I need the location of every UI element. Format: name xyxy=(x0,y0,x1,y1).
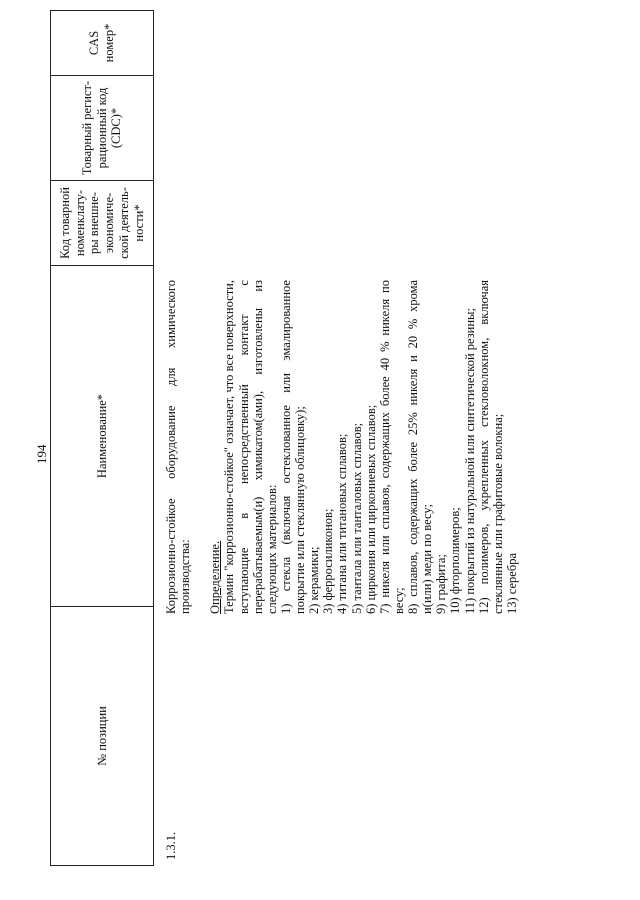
list-item: 12) полимеров, укрепленных стекловолокном, включая стеклянные или графитовые волокна; xyxy=(476,280,505,614)
header-cdc: Товарный регист-рационный код (CDC)* xyxy=(51,76,154,181)
list-item: 8) сплавов, содержащих более 25% никеля и 20 % хрома и(или) меди по весу; xyxy=(406,280,435,614)
row-body xyxy=(164,280,519,614)
header-table xyxy=(50,10,154,866)
header-code: Код товарной номенклату-ры внешне-экономиче-ской деятель-ности* xyxy=(51,181,154,266)
list-item: 10) фторполимеров; xyxy=(448,507,463,614)
list-item: 5) тантала или танталовых сплавов; xyxy=(349,422,364,614)
header-cas: CAS номер* xyxy=(51,11,154,76)
header-name: Наименование* xyxy=(51,266,154,607)
list-item: 7) никеля или сплавов, содержащих более 40 % никеля по весу; xyxy=(377,280,406,614)
list-item: 6) циркония или циркониевых сплавов; xyxy=(363,404,378,614)
spacer xyxy=(192,280,208,614)
row-number: 1.3.1. xyxy=(164,831,178,860)
definition-heading: Определение. xyxy=(208,540,223,614)
list-item: 9) графита; xyxy=(434,554,449,614)
definition-text: Термин "коррозионно-стойкое" означает, что все поверхности, вступающие в непосредственный контакт с перерабатываемым(и) химикатом(ами), изготовлены из следующих материалов: xyxy=(222,280,279,614)
list-item: 3) ферросиликонов; xyxy=(321,508,336,614)
header-row xyxy=(51,11,154,866)
list-item: 2) керамики; xyxy=(307,546,322,614)
list-item: 4) титана или титановых сплавов; xyxy=(335,433,350,614)
list-item: 1) стекла (включая остеклованное или эмалированное покрытие или стеклянную облицовку); xyxy=(278,280,307,614)
row-title: Коррозионно-стойкое оборудование для химического производства: xyxy=(164,280,193,614)
header-position: № позиции xyxy=(51,607,154,866)
page-number: 194 xyxy=(34,444,49,464)
list-item: 11) покрытий из натуральной или синтетической резины; xyxy=(462,308,477,614)
list-item: 13) серебра xyxy=(504,553,519,614)
